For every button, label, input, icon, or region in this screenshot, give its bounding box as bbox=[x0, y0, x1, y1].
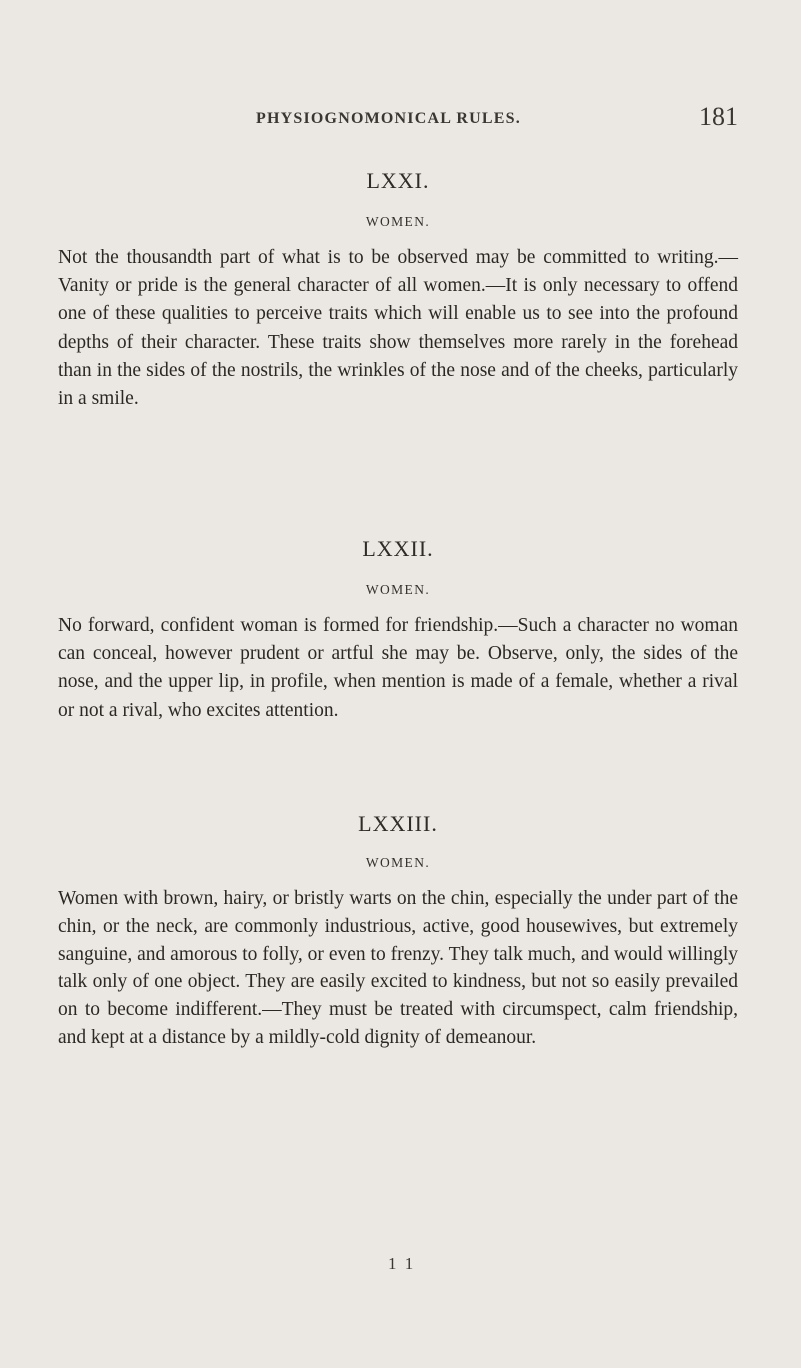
section-lxxi bbox=[58, 166, 738, 413]
section-numeral: LXXIII. bbox=[358, 811, 438, 836]
section-subtitle: WOMEN. bbox=[365, 855, 431, 870]
section-numeral: LXXII. bbox=[362, 536, 434, 561]
section-body: Not the thousandth part of what is to be observed may be committed to writing.—Vanity or pride is the general character of all women.—It is only necessary to offend one of these qualities to perceive traits which will enable us to see into the profound depths of their character. These traits show themselves more rarely in the forehead than in the sides of the nostrils, the wrinkles of the nose and of the cheeks, particularly in a smile. bbox=[58, 247, 738, 410]
page-number: 181 bbox=[699, 102, 738, 131]
section-lxxiii bbox=[58, 809, 738, 1052]
section-subtitle: WOMEN. bbox=[365, 582, 431, 597]
section-numeral: LXXI. bbox=[366, 168, 430, 193]
running-head bbox=[58, 96, 738, 136]
printer-signature-mark: 1 1 bbox=[388, 1254, 416, 1273]
section-body: Women with brown, hairy, or bristly warts on the chin, especially the under part of the chin, or the neck, are commonly industrious, active, good housewives, but extremely sanguine, and amorous to folly, or even to frenzy. They talk much, and would willingly talk only of one object. They are easily excited to kindness, but not so easily prevailed on to become indifferent.—They must be treated with circumspect, calm friendship, and kept at a distance by a mildly-cold dignity of demeanour. bbox=[58, 888, 738, 1048]
running-title: PHYSIOGNOMONICAL RULES. bbox=[256, 110, 521, 127]
section-lxxii bbox=[58, 534, 738, 725]
section-body: No forward, confident woman is formed for friendship.—Such a character no woman can conceal, however prudent or artful she may be. Observe, only, the sides of the nose, and the upper lip, in profile, when mention is made of a female, whether a rival or not a rival, who excites attention. bbox=[58, 615, 738, 721]
section-subtitle: WOMEN. bbox=[365, 214, 431, 229]
